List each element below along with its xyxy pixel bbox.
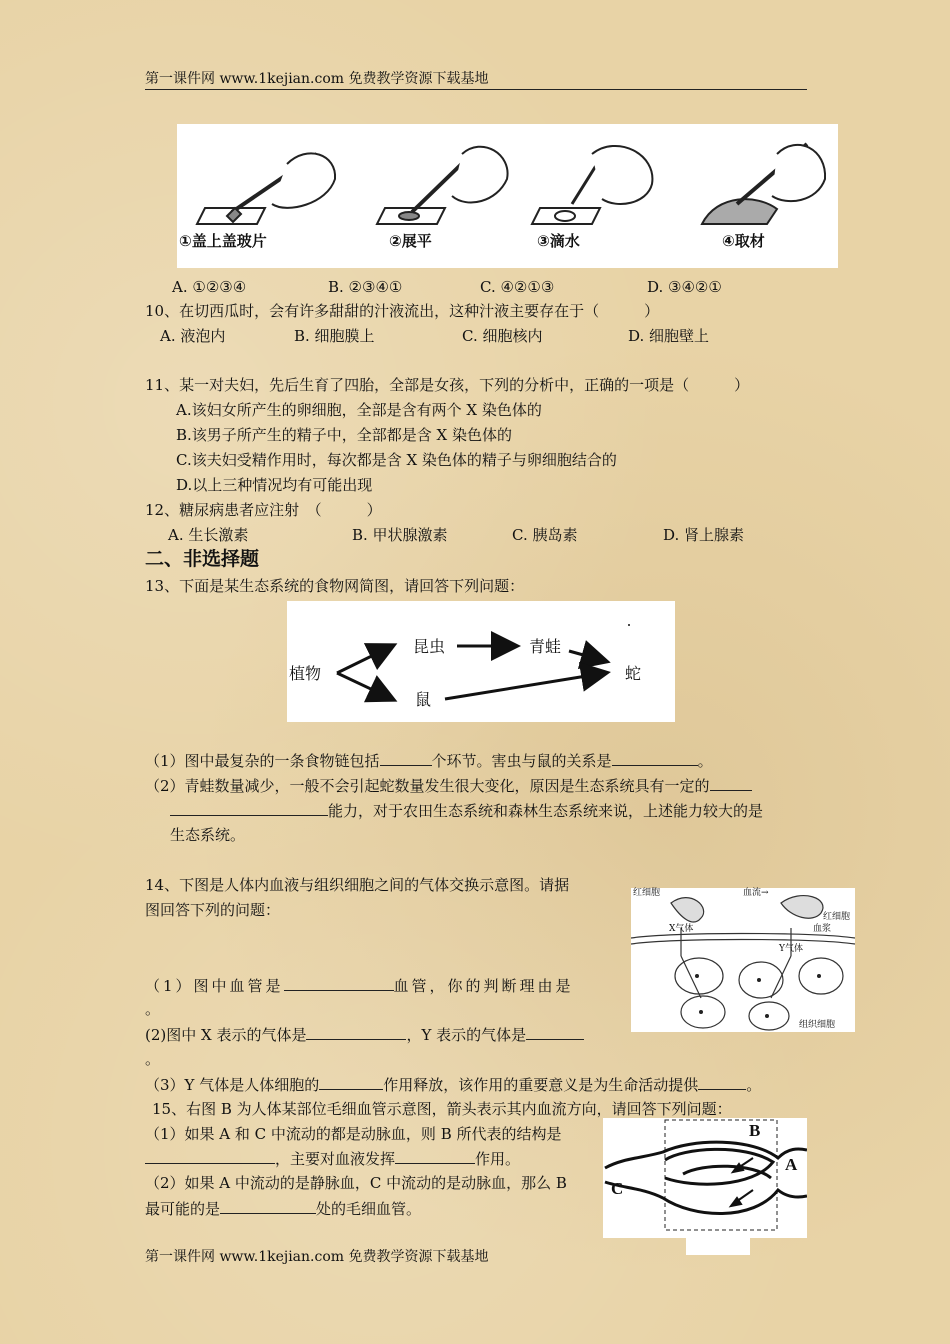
q14-stem-1: 14、下图是人体内血液与组织细胞之间的气体交换示意图。请据 — [145, 876, 570, 894]
q9-option-a: A. ①②③④ — [172, 278, 247, 296]
q10-option-b: B. 细胞膜上 — [294, 327, 375, 345]
q13-part2-text-b: 能力，对于农田生态系统和森林生态系统来说，上述能力较大的是 — [328, 802, 764, 820]
q14-blank-3[interactable] — [526, 1025, 584, 1040]
q14-blank-4[interactable] — [319, 1075, 383, 1090]
fig1-label-1: ①盖上盖玻片 — [179, 232, 267, 250]
gas-exchange-drawing — [631, 888, 855, 1032]
q13-part1 — [145, 751, 713, 770]
fig1-label-3: ③滴水 — [537, 232, 580, 250]
q11-option-d: D.以上三种情况均有可能出现 — [176, 476, 373, 494]
q15-part2-text-a: （2）如果 A 中流动的是静脉血，C 中流动的是动脉血，那么 B — [145, 1174, 567, 1192]
q13-blank-2[interactable] — [612, 751, 698, 766]
fig1-label-2: ②展平 — [389, 232, 432, 250]
page-footer: 第一课件网 www.1kejian.com 免费教学资源下载基地 — [145, 1249, 489, 1265]
q15-part2-text-c: 处的毛细血管。 — [316, 1200, 422, 1218]
q11-option-b: B.该男子所产生的精子中，全部都是含 X 染色体的 — [176, 426, 513, 444]
q14-part1-text-a: （1）图中血管是 — [145, 977, 284, 995]
fig-label-x-gas: X气体 — [669, 924, 694, 934]
q13-part2-text-c: 生态系统。 — [170, 826, 246, 844]
q13-blank-1[interactable] — [380, 751, 432, 766]
fig1-label-4: ④取材 — [722, 232, 765, 250]
fig-label-flow: 血流→ — [743, 888, 769, 898]
header-rule — [145, 89, 807, 90]
q10-option-d: D. 细胞壁上 — [628, 327, 710, 345]
q14-part3-text-a: （3）Y 气体是人体细胞的 — [145, 1076, 320, 1094]
capillary-drawing — [603, 1118, 807, 1238]
q13-blank-3a[interactable] — [710, 776, 752, 791]
q9-option-d: D. ③④②① — [647, 278, 722, 296]
q12-option-b: B. 甲状腺激素 — [352, 526, 448, 544]
q10-option-a: A. 液泡内 — [160, 327, 226, 345]
q15-blank-3[interactable] — [220, 1199, 316, 1214]
q13-part2-text-a: （2）青蛙数量减少，一般不会引起蛇数量发生很大变化，原因是生态系统具有一定的 — [145, 777, 710, 795]
q15-part2-text-b: 最可能的是 — [145, 1200, 221, 1218]
q15-part1-text-a: （1）如果 A 和 C 中流动的都是动脉血，则 B 所代表的结构是 — [145, 1125, 562, 1143]
q14-part3-text-b: 作用释放，该作用的重要意义是为生命活动提供 — [383, 1076, 699, 1094]
node-insect: 昆虫 — [413, 637, 446, 656]
fig-label-plasma: 血浆 — [813, 924, 832, 934]
node-frog: 青蛙 — [529, 637, 562, 656]
q15-stem: 15、右图 B 为人体某部位毛细血管示意图，箭头表示其内血流方向，请回答下列问题： — [152, 1100, 732, 1118]
q10-stem: 10、在切西瓜时，会有许多甜甜的汁液流出，这种汁液主要存在于（ ） — [145, 302, 660, 320]
node-mouse: 鼠 — [415, 690, 432, 709]
slide-steps-figure — [177, 124, 838, 268]
q9-option-b: B. ②③④① — [328, 278, 403, 296]
fig-label-rbc2: 红细胞 — [823, 912, 851, 922]
q11-stem: 11、某一对夫妇，先后生育了四胎，全部是女孩，下列的分析中，正确的一项是（ ） — [145, 376, 750, 394]
section-title: 二、非选择题 — [145, 548, 260, 570]
cap-label-a: A — [785, 1155, 798, 1174]
q15-blank-2[interactable] — [395, 1149, 475, 1164]
q15-part2-line2 — [145, 1199, 421, 1218]
fig-label-tissue: 组织细胞 — [799, 1020, 836, 1030]
q15-part1-text-b: ，主要对血液发挥 — [275, 1150, 396, 1168]
q13-part2-line1 — [145, 776, 752, 795]
q15-part1-line2 — [145, 1149, 520, 1168]
q11-option-a: A.该妇女所产生的卵细胞，全部是含有两个 X 染色体的 — [176, 401, 542, 419]
cap-label-b: B — [749, 1121, 761, 1140]
q9-option-c: C. ④②①③ — [480, 278, 555, 296]
q14-part1-text-b: 血管，你的判断理由是 — [393, 977, 574, 995]
q13-part1-text-b: 个环节。害虫与鼠的关系是 — [431, 752, 612, 770]
q14-blank-5[interactable] — [698, 1075, 746, 1090]
q13-part1-text-a: （1）图中最复杂的一条食物链包括 — [145, 752, 380, 770]
cap-label-c: C — [611, 1179, 624, 1198]
q15-part1-text-c: 作用。 — [475, 1150, 521, 1168]
q13-blank-3b[interactable] — [170, 801, 328, 816]
q14-part2 — [145, 1025, 584, 1044]
capillary-figure — [603, 1118, 807, 1238]
q12-option-d: D. 肾上腺素 — [663, 526, 745, 544]
q14-part2-text-b: ，Y 表示的气体是 — [406, 1026, 527, 1044]
q10-option-c: C. 细胞核内 — [462, 327, 543, 345]
q14-blank-1[interactable] — [284, 976, 394, 991]
gas-exchange-figure — [631, 888, 855, 1032]
food-web-arrows — [287, 601, 675, 722]
q14-part2-text-a: (2)图中 X 表示的气体是 — [145, 1026, 307, 1044]
q14-part2-text-c: 。 — [145, 1050, 161, 1068]
q14-stem-2: 图回答下列的问题： — [145, 901, 281, 919]
fig-label-y-gas: Y气体 — [779, 944, 803, 954]
node-plant: 植物 — [289, 664, 322, 683]
q15-blank-1[interactable] — [145, 1149, 275, 1164]
q11-option-c: C.该夫妇受精作用时，每次都是含 X 染色体的精子与卵细胞结合的 — [176, 451, 617, 469]
q13-part1-text-c: 。 — [697, 752, 713, 770]
q13-part2-line2 — [170, 801, 763, 820]
q12-option-c: C. 胰岛素 — [512, 526, 578, 544]
q12-option-a: A. 生长激素 — [168, 526, 249, 544]
fig-label-rbc: 红细胞 — [633, 888, 661, 898]
q14-part3 — [145, 1075, 761, 1094]
figure-caption-box — [686, 1238, 750, 1255]
q14-part1 — [145, 976, 574, 995]
page-header: 第一课件网 www.1kejian.com 免费教学资源下载基地 — [145, 71, 489, 87]
node-snake: 蛇 — [625, 664, 642, 683]
q14-part1-text-c: 。 — [145, 1000, 161, 1018]
food-web-figure — [287, 601, 675, 722]
q12-stem: 12、糖尿病患者应注射 （ ） — [145, 501, 382, 519]
q14-blank-2[interactable] — [306, 1025, 406, 1040]
q14-part3-text-c: 。 — [746, 1076, 762, 1094]
q13-stem: 13、下面是某生态系统的食物网简图，请回答下列问题： — [145, 577, 525, 595]
